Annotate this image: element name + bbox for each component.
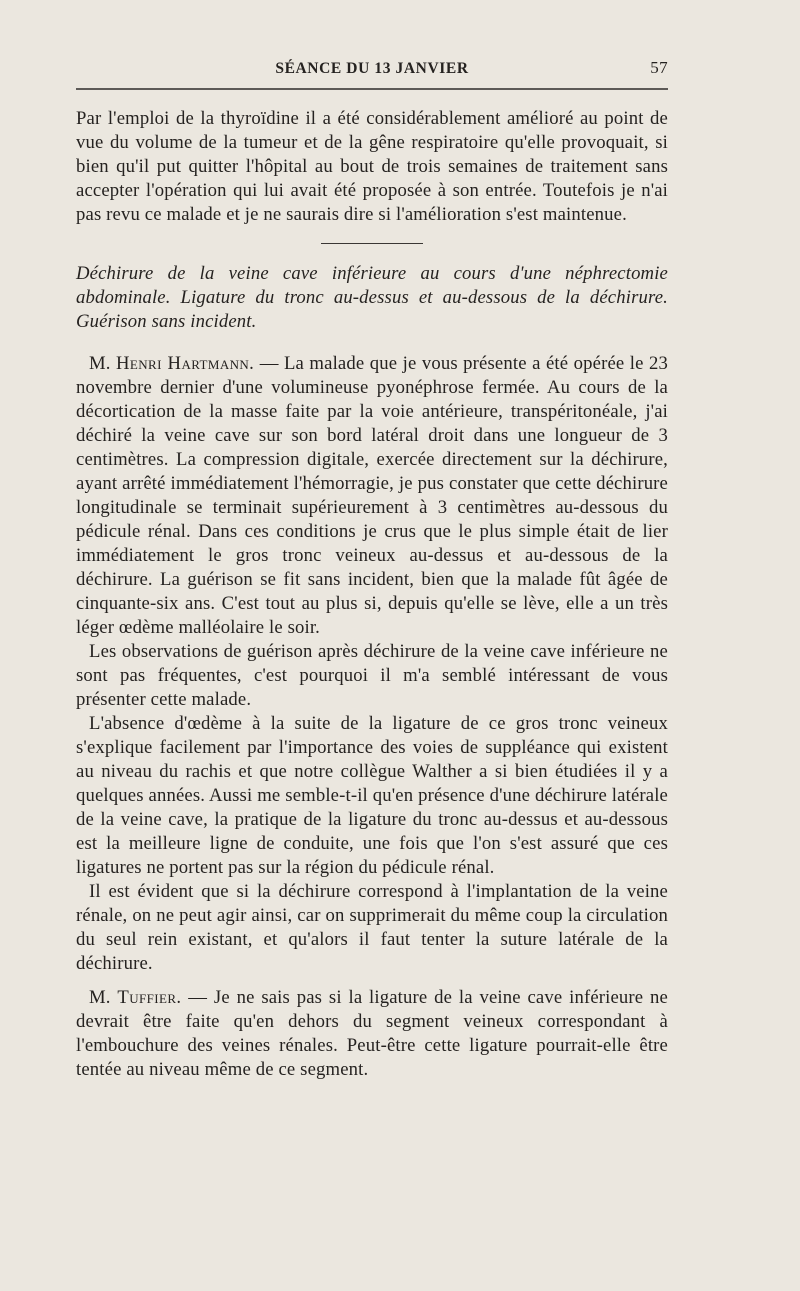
speaker-name-tuffier: Tuffier. xyxy=(117,987,182,1008)
header-rule xyxy=(76,88,668,90)
page-header xyxy=(76,56,668,84)
page-body xyxy=(76,107,668,1082)
paragraph-hartmann xyxy=(76,352,668,640)
paragraph-tuffier xyxy=(76,986,668,1082)
paragraph-hartmann-text: — La malade que je vous présente a été opérée le 23 novembre dernier d'une volumineuse pyonéphrose fermée. Au cours de la décortication de la masse faite par la voie antérieure, transpéritonéale, j'ai déchiré la veine cave sur son bord latéral droit dans une longueur de 3 centimètres. La compression digitale, exercée directement sur la déchirure, ayant arrêté immédiatement l'hémorragie, je pus constater que cette déchirure longitudinale se terminait supérieurement à 3 centimètres au-dessous du pédicule rénal. Dans ces conditions je crus que le plus simple était de lier immédiatement le gros tronc veineux au-dessus et au-dessous de la déchirure. La guérison se fit sans incident, bien que la malade fût âgée de cinquante-six ans. C'est tout au plus si, depuis qu'elle se lève, elle a un très léger œdème malléolaire le soir. xyxy=(76,353,668,638)
section-title: Déchirure de la veine cave inférieure au cours d'une néphrectomie abdominale. Ligature du tronc au-dessus et au-dessous de la déchirure. Guérison sans incident. xyxy=(76,263,668,332)
speaker-prefix-tuffier: M. xyxy=(89,987,118,1008)
page-number: 57 xyxy=(650,58,668,77)
paragraph-thyroidine: Par l'emploi de la thyroïdine il a été considérablement amélioré au point de vue du volume de la tumeur et de la gêne respiratoire qu'elle provoquait, si bien qu'il put quitter l'hôpital au bout de trois semaines de traitement sans accepter l'opération qui lui avait été proposée à son entrée. Toutefois je n'ai pas revu ce malade et je ne saurais dire si l'amélioration s'est maintenue. xyxy=(76,108,668,225)
speaker-name-hartmann: Henri Hartmann. xyxy=(116,353,255,374)
running-title: SÉANCE DU 13 JANVIER xyxy=(275,60,469,77)
paragraph-il-est-evident: Il est évident que si la déchirure correspond à l'implantation de la veine rénale, on ne peut agir ainsi, car on supprimerait du même coup la circulation du seul rein existant, et qu'alors il faut tenter la suture latérale de la déchirure. xyxy=(76,881,668,974)
section-separator xyxy=(321,243,423,244)
speaker-prefix-hartmann: M. xyxy=(89,353,117,374)
paragraph-tuffier-text: — Je ne sais pas si la ligature de la veine cave inférieure ne devrait être faite qu'en dehors du segment veineux correspondant à l'embouchure des veines rénales. Peut-être cette ligature pourrait-elle être tentée au niveau même de ce segment. xyxy=(76,987,668,1080)
paragraph-observations: Les observations de guérison après déchirure de la veine cave inférieure ne sont pas fréquentes, c'est pourquoi il m'a semblé intéressant de vous présenter cette malade. xyxy=(76,641,668,710)
paragraph-absence-oedeme: L'absence d'œdème à la suite de la ligature de ce gros tronc veineux s'explique facilement par l'importance des voies de suppléance qui existent au niveau du rachis et que notre collègue Walther a si bien étudiées il y a quelques années. Aussi me semble-t-il qu'en présence d'une déchirure latérale de la veine cave, la pratique de la ligature du tronc au-dessus et au-dessous est la meilleure ligne de conduite, une fois que l'on s'est assuré que ces ligatures ne portent pas sur la région du pédicule rénal. xyxy=(76,713,668,878)
